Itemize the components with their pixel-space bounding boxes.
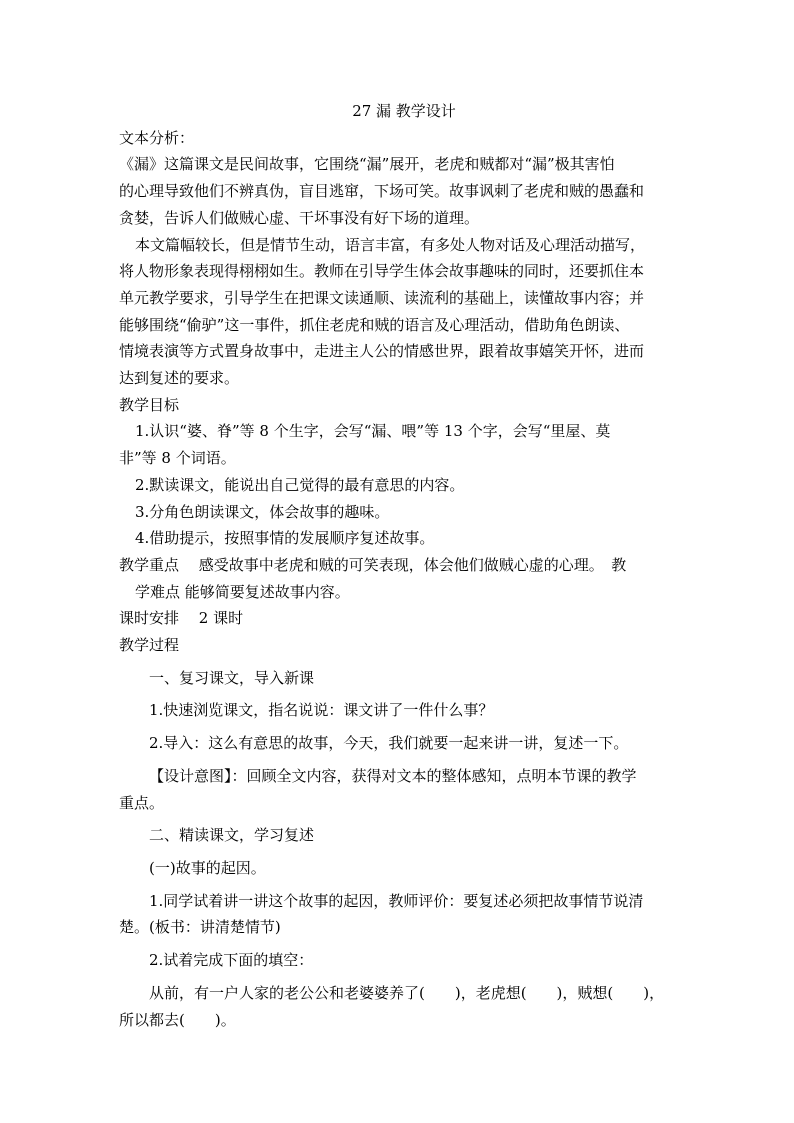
- text-line: 【设计意图】：回顾全文内容，获得对文本的整体感知，点明本节课的教学: [149, 766, 637, 785]
- text-line: 能够围绕“偷驴”这一事件，抓住老虎和贼的语言及心理活动，借助角色朗读、: [119, 315, 630, 334]
- document-body: [119, 125, 679, 1034]
- text-line: 1.认识“婆、脊”等 8 个生字，会写“漏、喂”等 13 个字，会写“里屋、莫: [135, 422, 611, 441]
- text-line: 从前，有一户人家的老公公和老婆婆养了( )，老虎想( )，贼想( )，: [149, 983, 665, 1002]
- document-title: 27 漏 教学设计: [352, 102, 456, 120]
- text-line: (一)故事的起因。: [149, 858, 266, 877]
- text-line: 一、复习课文，导入新课: [149, 668, 315, 687]
- text-line: 教学过程: [119, 636, 180, 655]
- document-page: [119, 98, 679, 1033]
- text-line: 贪婪，告诉人们做贼心虚、干坏事没有好下场的道理。: [119, 208, 480, 227]
- text-line: 1.快速浏览课文，指名说说：课文讲了一件什么事？: [149, 701, 494, 720]
- text-line: 的心理导致他们不辨真伪，盲目逃窜，下场可笑。故事讽刺了老虎和贼的愚蠢和: [119, 182, 645, 201]
- text-line: 本文篇幅较长，但是情节生动，语言丰富，有多处人物对话及心理活动描写，: [135, 235, 646, 254]
- text-line: 2.默读课文，能说出自己觉得的最有意思的内容。: [135, 475, 465, 494]
- text-line: 2.试着完成下面的填空：: [149, 951, 314, 970]
- text-line: 《漏》这篇课文是民间故事，它围绕“漏”展开，老虎和贼都对“漏”极其害怕: [119, 155, 615, 174]
- text-line: 二、精读课文，学习复述: [149, 826, 315, 845]
- text-line: 2.导入：这么有意思的故事，今天，我们就要一起来讲一讲，复述一下。: [149, 734, 629, 753]
- text-line: 情境表演等方式置身故事中，走进主人公的情感世界，跟着故事嬉笑开怀，进而: [119, 342, 645, 361]
- text-line: 教学目标: [119, 395, 180, 414]
- text-line: 所以都去( )。: [119, 1010, 236, 1029]
- text-line: 单元教学要求，引导学生在把课文读通顺、读流利的基础上，读懂故事内容；并: [119, 288, 645, 307]
- text-line: 文本分析：: [119, 128, 195, 147]
- text-line: 达到复述的要求。: [119, 369, 240, 388]
- text-line: 楚。(板书：讲清楚情节): [119, 918, 281, 937]
- text-line: 将人物形象表现得栩栩如生。教师在引导学生体会故事趣味的同时，还要抓住本: [119, 262, 645, 281]
- text-line: 重点。: [119, 793, 165, 812]
- text-line: 教学重点 感受故事中老虎和贼的可笑表现，体会他们做贼心虚的心理。 教: [119, 555, 627, 574]
- text-line: 学难点 能够简要复述故事内容。: [135, 582, 350, 601]
- text-line: 非”等 8 个词语。: [119, 449, 236, 468]
- text-line: 1.同学试着讲一讲这个故事的起因，教师评价：要复述必须把故事情节说清: [149, 891, 644, 910]
- text-line: 4.借助提示，按照事情的发展顺序复述故事。: [135, 529, 435, 548]
- text-line: 3.分角色朗读课文，体会故事的趣味。: [135, 502, 390, 521]
- text-line: 课时安排 2 课时: [119, 609, 244, 628]
